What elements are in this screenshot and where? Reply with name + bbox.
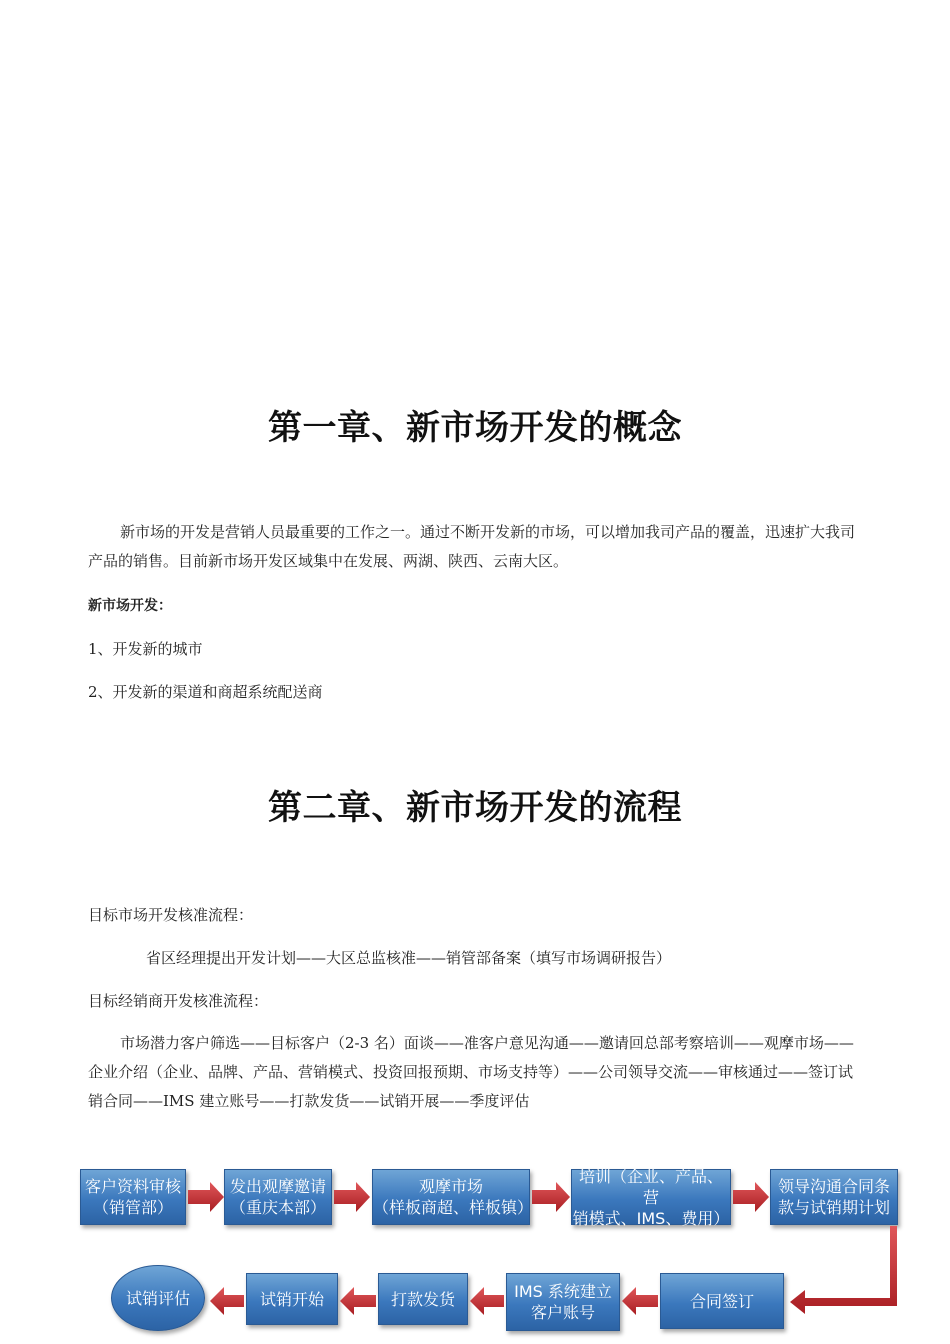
arrow-left-icon (622, 1287, 658, 1315)
arrow-right-icon (532, 1182, 570, 1212)
flow-box-label: 观摩市场 (418, 1177, 483, 1196)
flow-box-sublabel: （样板商超、样板镇） (373, 1198, 534, 1217)
target-dealer-flow: 市场潜力客户筛选——目标客户（2-3 名）面谈——准客户意见沟通——邀请回总部考察培训——观摩市场——企业介绍（企业、品牌、产品、营销模式、投资回报预期、市场支持等）——公司领导交流——审核通过——签订试销合同——IMS 建立账号——打款发货——试销开展——季度评估 (88, 1034, 854, 1110)
flow-box-label: 打款发货 (390, 1289, 455, 1309)
flow-box-label: 试销评估 (125, 1288, 190, 1308)
flow-box-label: 发出观摩邀请 (229, 1177, 326, 1196)
connector-arrow-icon (790, 1226, 897, 1314)
arrow-left-icon (470, 1287, 504, 1315)
flow-box-sublabel: 款与试销期计划 (777, 1198, 890, 1217)
flow-box-label: 客户资料审核 (84, 1177, 181, 1196)
arrow-right-icon (334, 1182, 370, 1212)
list-item-1: 1、开发新的城市 (88, 640, 203, 658)
list-item-2: 2、开发新的渠道和商超系统配送商 (88, 683, 323, 701)
flow-box-label: 试销开始 (259, 1289, 324, 1309)
arrow-left-icon (340, 1287, 376, 1315)
chapter-1-intro: 新市场的开发是营销人员最重要的工作之一。通过不断开发新的市场，可以增加我司产品的覆盖，迅速扩大我司产品的销售。目前新市场开发区域集中在发展、两湖、陕西、云南大区。 (88, 523, 856, 570)
chapter-2-title: 第二章、新市场开发的流程 (268, 788, 682, 828)
chapter-1-title: 第一章、新市场开发的概念 (268, 408, 682, 448)
flow-box-sublabel: （重庆本部） (229, 1198, 326, 1217)
arrow-right-icon (733, 1182, 769, 1212)
flow-box-sublabel: 销模式、IMS、费用） (572, 1208, 730, 1228)
target-dealer-label: 目标经销商开发核准流程： (88, 992, 269, 1010)
flow-box-label: 领导沟通合同条 (777, 1177, 890, 1196)
flow-box-label: IMS 系统建立 (514, 1282, 612, 1301)
flow-box-label: 合同签订 (689, 1291, 754, 1311)
flow-box-sublabel: （销管部） (92, 1198, 173, 1217)
arrow-left-icon (210, 1287, 244, 1315)
new-market-subheading: 新市场开发： (88, 598, 172, 614)
target-market-flow: 省区经理提出开发计划——大区总监核准——销管部备案（填写市场调研报告） (146, 949, 672, 967)
flow-box-sublabel: 客户账号 (530, 1303, 595, 1322)
arrow-right-icon (188, 1182, 224, 1212)
target-market-label: 目标市场开发核准流程： (88, 906, 254, 924)
flow-box-label: 培训（企业、产品、营 (578, 1166, 723, 1207)
